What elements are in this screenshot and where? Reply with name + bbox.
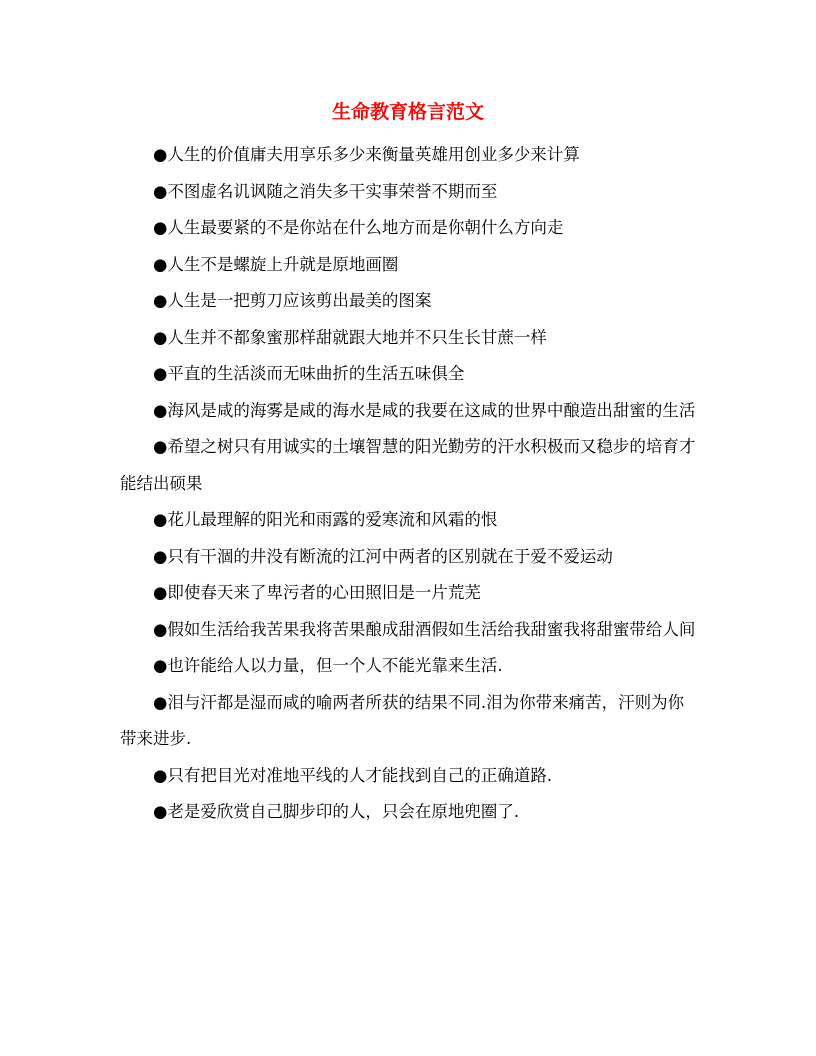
paragraph: ●人生并不都象蜜那样甜就跟大地并不只生长甘蔗一样	[153, 327, 547, 347]
paragraph: ●人生不是螺旋上升就是原地画圈	[153, 254, 399, 274]
document-body	[120, 137, 696, 831]
paragraph: ●人生是一把剪刀应该剪出最美的图案	[153, 291, 432, 310]
paragraph: ●也许能给人以力量，但一个人不能光靠来生活.	[153, 656, 503, 675]
paragraph: ●花儿最理解的阳光和雨露的爱寒流和风霜的恨	[153, 510, 498, 529]
paragraph: ●只有干涸的井没有断流的江河中两者的区别就在于爱不爱运动	[153, 546, 613, 566]
paragraph: ●泪与汗都是湿而咸的喻两者所获的结果不同.泪为你带来痛苦，汗则为你带来进步.	[120, 692, 685, 748]
paragraph: ●平直的生活淡而无味曲折的生活五味俱全	[153, 364, 465, 383]
paragraph: ●不图虚名讥讽随之消失多干实事荣誉不期而至	[153, 181, 498, 201]
paragraph: ●人生的价值庸夫用享乐多少来衡量英雄用创业多少来计算	[153, 145, 580, 164]
document-title: 生命教育格言范文	[331, 101, 484, 123]
paragraph: ●老是爱欣赏自己脚步印的人，只会在原地兜圈了.	[153, 802, 520, 821]
paragraph: ●假如生活给我苦果我将苦果酿成甜酒假如生活给我甜蜜我将甜蜜带给人间	[153, 619, 696, 639]
paragraph: ●只有把目光对准地平线的人才能找到自己的正确道路.	[153, 765, 553, 785]
paragraph: ●人生最要紧的不是你站在什么地方而是你朝什么方向走	[153, 218, 564, 237]
paragraph: ●海风是咸的海雾是咸的海水是咸的我要在这咸的世界中酿造出甜蜜的生活	[153, 400, 696, 420]
paragraph: ●即使春天来了卑污者的心田照旧是一片荒芜	[153, 583, 481, 602]
paragraph: ●希望之树只有用诚实的土壤智慧的阳光勤劳的汗水积极而又稳步的培育才能结出硕果	[120, 437, 696, 493]
